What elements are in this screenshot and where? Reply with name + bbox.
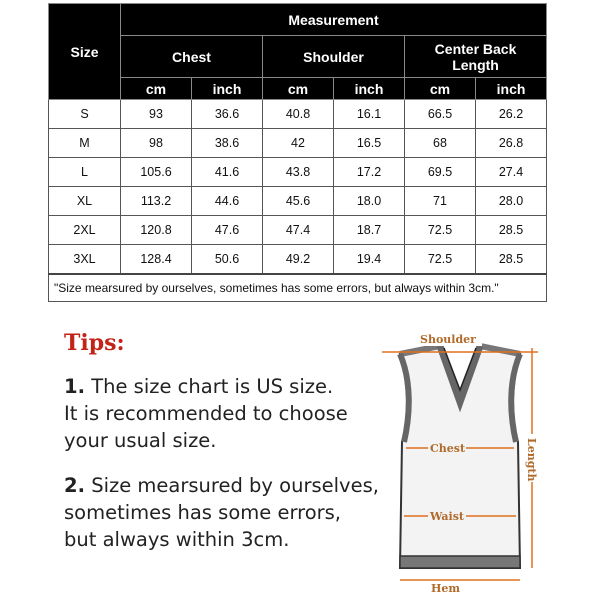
tip-1-number: 1. xyxy=(64,375,85,398)
length-inch-cell: 28.5 xyxy=(476,216,547,245)
table-row xyxy=(49,245,547,275)
shoulder-inch-header: inch xyxy=(334,78,405,100)
length-inch-header: inch xyxy=(476,78,547,100)
chest-inch-header: inch xyxy=(192,78,263,100)
chest-cm-cell: 105.6 xyxy=(121,158,192,187)
chest-cm-cell: 113.2 xyxy=(121,187,192,216)
length-label: Length xyxy=(452,56,499,73)
tip-1-line-1: The size chart is US size. xyxy=(91,375,334,398)
length-cm-cell: 66.5 xyxy=(405,100,476,129)
length-cm-cell: 71 xyxy=(405,187,476,216)
tip-2 xyxy=(64,472,379,553)
table-row xyxy=(49,187,547,216)
size-cell: M xyxy=(49,129,121,158)
left-armhole-rib xyxy=(400,354,409,442)
shoulder-cm-cell: 43.8 xyxy=(263,158,334,187)
shoulder-cm-cell: 49.2 xyxy=(263,245,334,275)
center-back-length-header xyxy=(405,36,547,78)
tip-1 xyxy=(64,373,348,454)
waist-label: Waist xyxy=(430,510,464,523)
chest-cm-cell: 93 xyxy=(121,100,192,129)
table-row xyxy=(49,216,547,245)
tip-2-line-1: Size mearsured by ourselves, xyxy=(91,474,379,497)
size-chart-table xyxy=(48,3,547,302)
shoulder-inch-cell: 18.0 xyxy=(334,187,405,216)
length-cm-header: cm xyxy=(405,78,476,100)
size-header: Size xyxy=(49,4,121,100)
shoulder-inch-cell: 16.1 xyxy=(334,100,405,129)
chest-cm-cell: 98 xyxy=(121,129,192,158)
shoulder-inch-cell: 18.7 xyxy=(334,216,405,245)
length-inch-cell: 26.8 xyxy=(476,129,547,158)
shoulder-cm-cell: 45.6 xyxy=(263,187,334,216)
size-cell: XL xyxy=(49,187,121,216)
measurement-header: Measurement xyxy=(121,4,547,36)
shoulder-inch-cell: 16.5 xyxy=(334,129,405,158)
length-cm-cell: 69.5 xyxy=(405,158,476,187)
shoulder-cm-header: cm xyxy=(263,78,334,100)
shoulder-header: Shoulder xyxy=(263,36,405,78)
size-cell: 2XL xyxy=(49,216,121,245)
table-row xyxy=(49,158,547,187)
size-cell: L xyxy=(49,158,121,187)
length-label: Length xyxy=(525,438,538,482)
length-inch-cell: 28.5 xyxy=(476,245,547,275)
length-inch-cell: 28.0 xyxy=(476,187,547,216)
chest-inch-cell: 50.6 xyxy=(192,245,263,275)
shoulder-cm-cell: 40.8 xyxy=(263,100,334,129)
table-row xyxy=(49,129,547,158)
chest-inch-cell: 44.6 xyxy=(192,187,263,216)
hem-label: Hem xyxy=(431,582,461,595)
note-row xyxy=(49,274,547,302)
tip-2-number: 2. xyxy=(64,474,85,497)
shoulder-cm-cell: 47.4 xyxy=(263,216,334,245)
tips-title: Tips: xyxy=(64,330,125,356)
length-inch-cell: 26.2 xyxy=(476,100,547,129)
chest-label: Chest xyxy=(430,442,466,455)
table-row xyxy=(49,100,547,129)
shoulder-cm-cell: 42 xyxy=(263,129,334,158)
length-cm-cell: 72.5 xyxy=(405,216,476,245)
chest-cm-cell: 128.4 xyxy=(121,245,192,275)
length-cm-cell: 68 xyxy=(405,129,476,158)
hem-rib xyxy=(400,556,520,568)
size-cell: S xyxy=(49,100,121,129)
vest-measurement-diagram xyxy=(360,330,560,598)
chest-header: Chest xyxy=(121,36,263,78)
tip-1-line-3: your usual size. xyxy=(64,429,217,452)
chest-cm-cell: 120.8 xyxy=(121,216,192,245)
shoulder-inch-cell: 19.4 xyxy=(334,245,405,275)
shoulder-inch-cell: 17.2 xyxy=(334,158,405,187)
measurement-note: "Size mearsured by ourselves, sometimes has some errors, but always within 3cm." xyxy=(49,274,547,302)
tip-2-line-3: but always within 3cm. xyxy=(64,528,290,551)
vest-body-shape xyxy=(400,346,520,568)
chest-inch-cell: 38.6 xyxy=(192,129,263,158)
shoulder-label: Shoulder xyxy=(420,333,476,346)
tip-2-line-2: sometimes has some errors, xyxy=(64,501,342,524)
length-cm-cell: 72.5 xyxy=(405,245,476,275)
right-armhole-rib xyxy=(511,354,520,442)
size-cell: 3XL xyxy=(49,245,121,275)
chest-inch-cell: 47.6 xyxy=(192,216,263,245)
tip-1-line-2: It is recommended to choose xyxy=(64,402,348,425)
chest-inch-cell: 36.6 xyxy=(192,100,263,129)
chest-cm-header: cm xyxy=(121,78,192,100)
length-inch-cell: 27.4 xyxy=(476,158,547,187)
center-back-label: Center Back xyxy=(434,40,517,57)
chest-inch-cell: 41.6 xyxy=(192,158,263,187)
